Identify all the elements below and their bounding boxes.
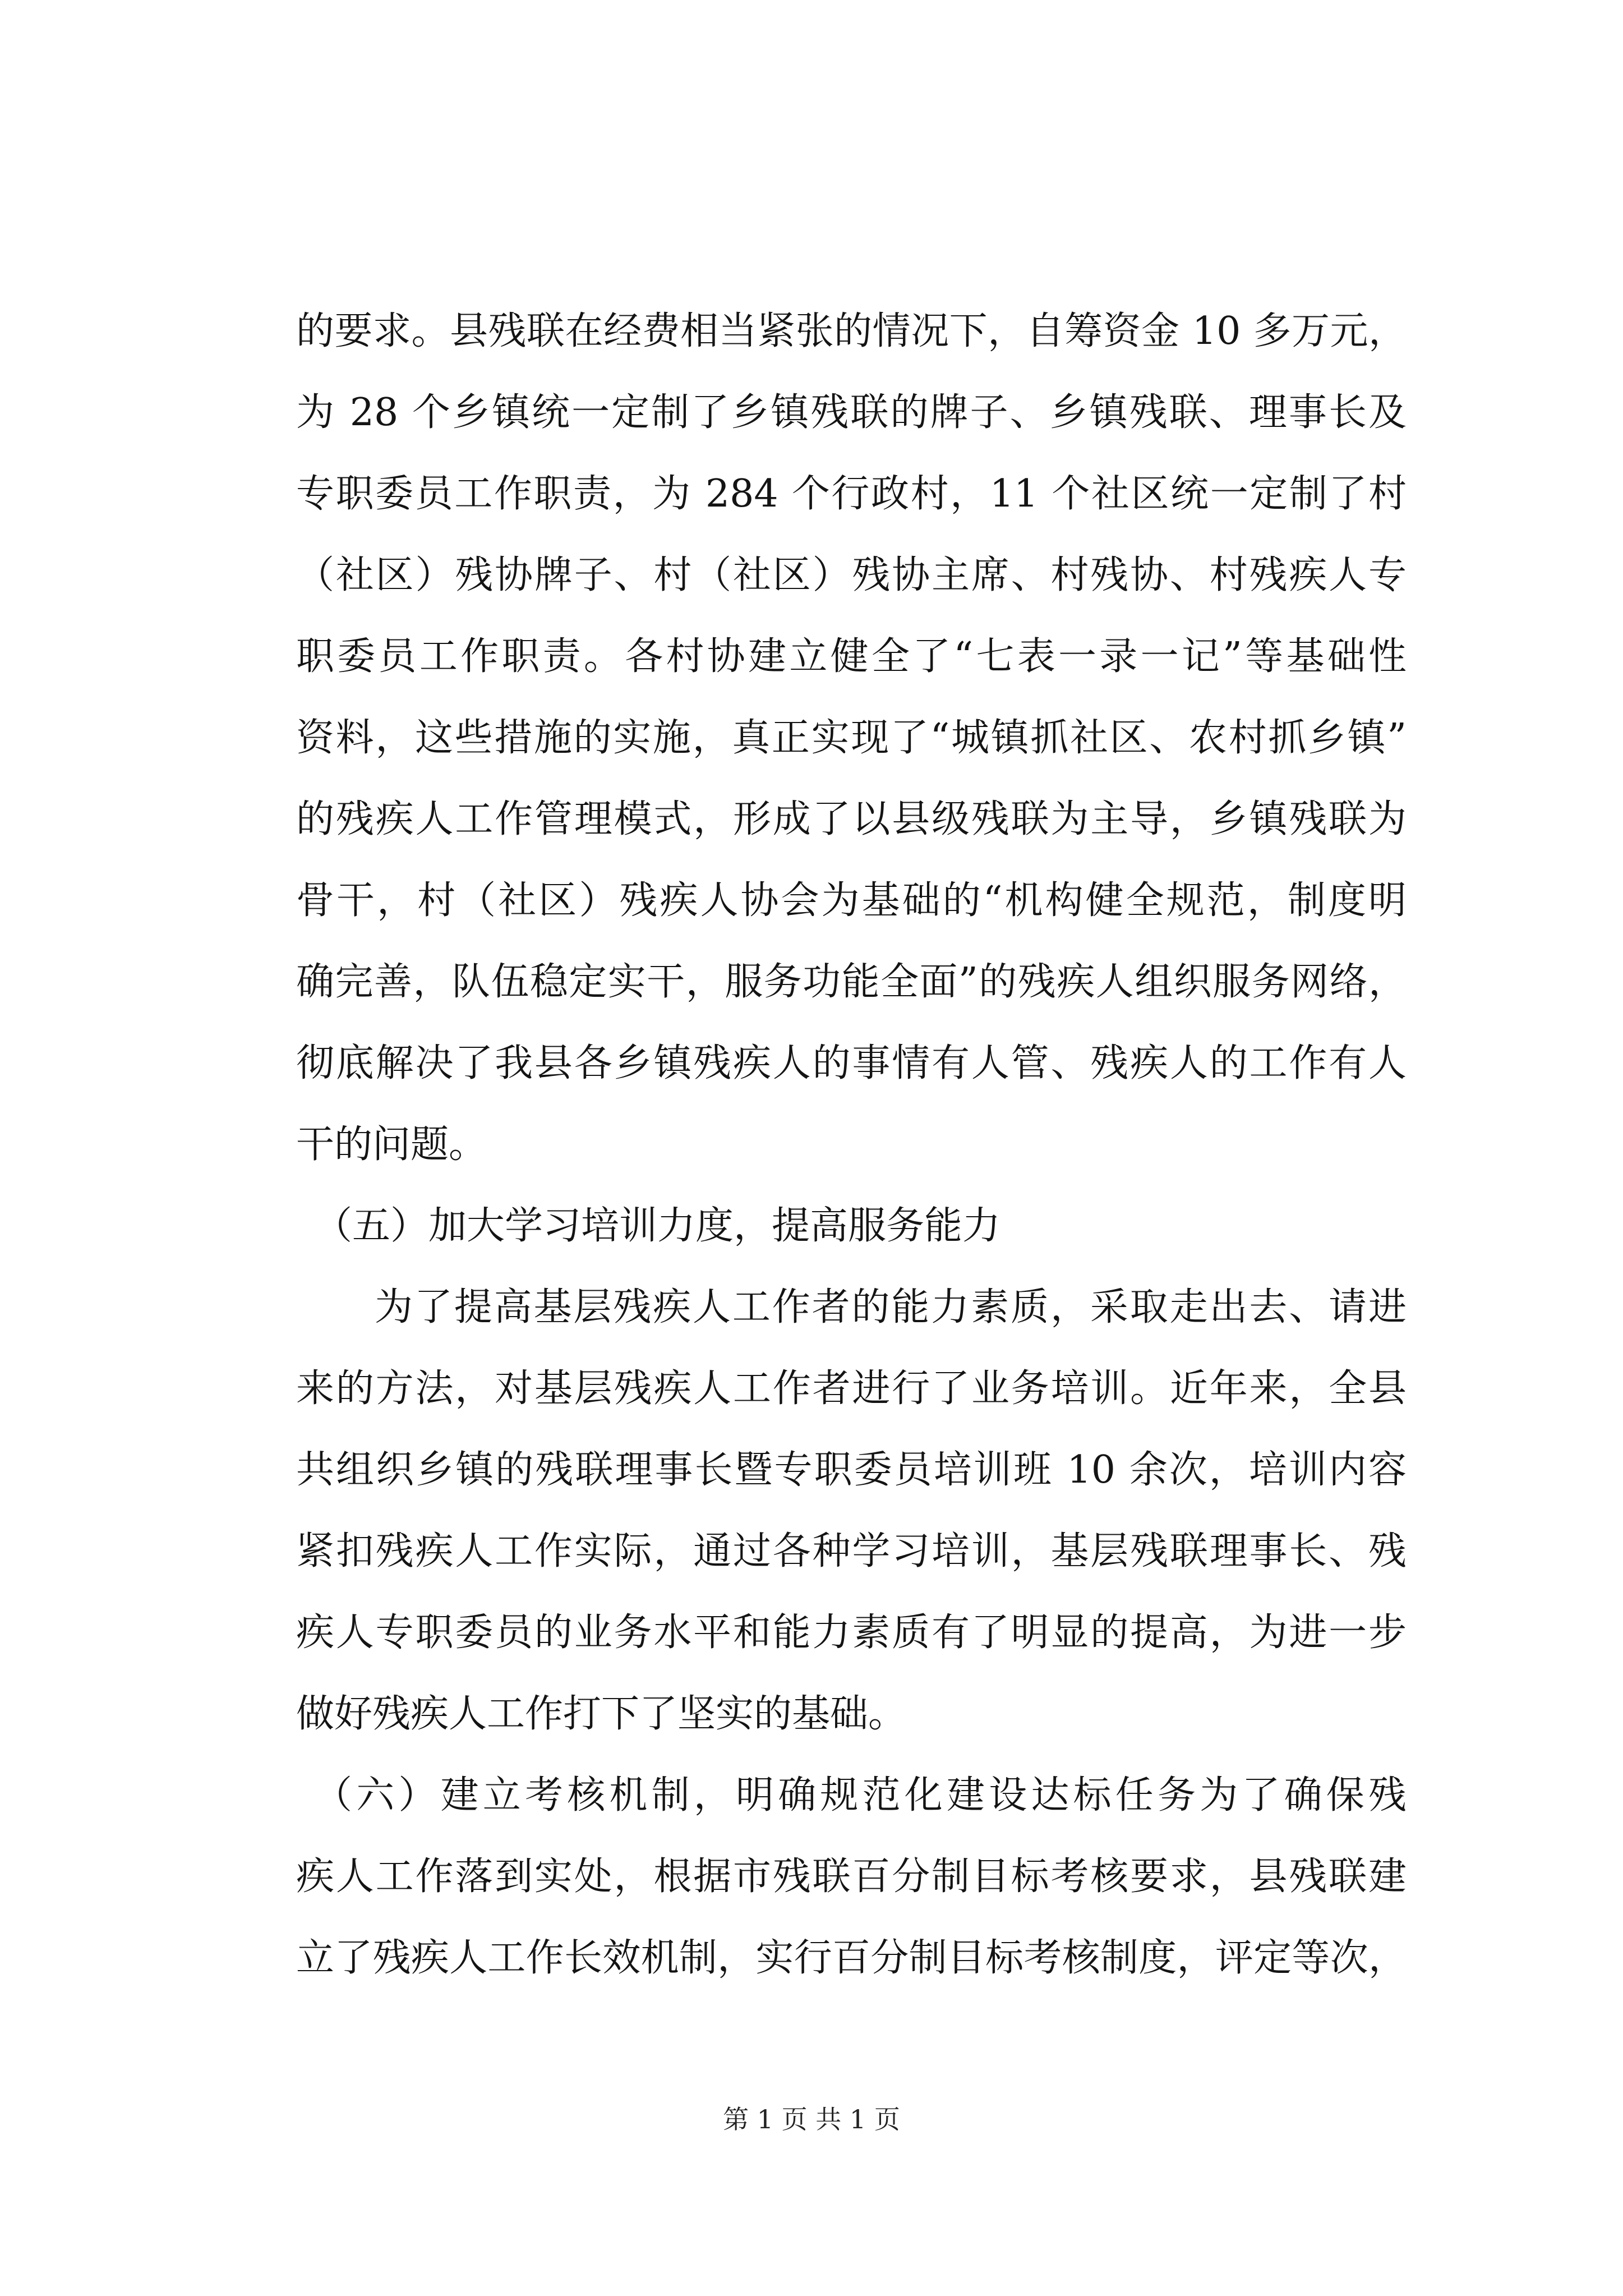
body-line-9: 确完善，队伍稳定实干，服务功能全面”的残疾人组织服务网络，: [296, 960, 1407, 1004]
body-line-7: 的残疾人工作管理模式，形成了以县级残联为主导，乡镇残联为: [296, 797, 1407, 841]
body-line-18: 做好残疾人工作打下了坚实的基础。: [296, 1692, 907, 1736]
body-line-1: 的要求。县残联在经费相当紧张的情况下，自筹资金 10 多万元，: [296, 309, 1407, 353]
page-number-footer: 第 1 页 共 1 页: [723, 2104, 900, 2134]
body-line-4: （社区）残协牌子、村（社区）残协主席、村残协、村残疾人专: [296, 553, 1407, 597]
body-line-13: 为了提高基层残疾人工作者的能力素质，采取走出去、请进: [375, 1285, 1407, 1329]
body-line-3: 专职委员工作职责，为 284 个行政村，11 个社区统一定制了村: [296, 472, 1407, 516]
body-line-21: 立了残疾人工作长效机制，实行百分制目标考核制度，评定等次，: [296, 1936, 1407, 1980]
body-line-17: 疾人专职委员的业务水平和能力素质有了明显的提高，为进一步: [296, 1611, 1407, 1655]
section-heading-6: （六）建立考核机制，明确规范化建设达标任务为了确保残: [314, 1773, 1407, 1818]
body-line-6: 资料，这些措施的实施，真正实现了“城镇抓社区、农村抓乡镇”: [296, 716, 1407, 760]
body-line-15: 共组织乡镇的残联理事长暨专职委员培训班 10 余次，培训内容: [296, 1448, 1407, 1492]
body-line-11: 干的问题。: [296, 1122, 487, 1167]
body-line-14: 来的方法，对基层残疾人工作者进行了业务培训。近年来，全县: [296, 1366, 1407, 1411]
body-line-20: 疾人工作落到实处，根据市残联百分制目标考核要求，县残联建: [296, 1855, 1407, 1899]
body-line-8: 骨干，村（社区）残疾人协会为基础的“机构健全规范，制度明: [296, 878, 1407, 923]
body-line-10: 彻底解决了我县各乡镇残疾人的事情有人管、残疾人的工作有人: [296, 1041, 1407, 1085]
body-line-16: 紧扣残疾人工作实际，通过各种学习培训，基层残联理事长、残: [296, 1529, 1407, 1573]
body-line-2: 为 28 个乡镇统一定制了乡镇残联的牌子、乡镇残联、理事长及: [296, 390, 1407, 435]
body-line-5: 职委员工作职责。各村协建立健全了“七表一录一记”等基础性: [296, 634, 1407, 679]
section-heading-5: （五）加大学习培训力度，提高服务能力: [314, 1204, 1001, 1248]
